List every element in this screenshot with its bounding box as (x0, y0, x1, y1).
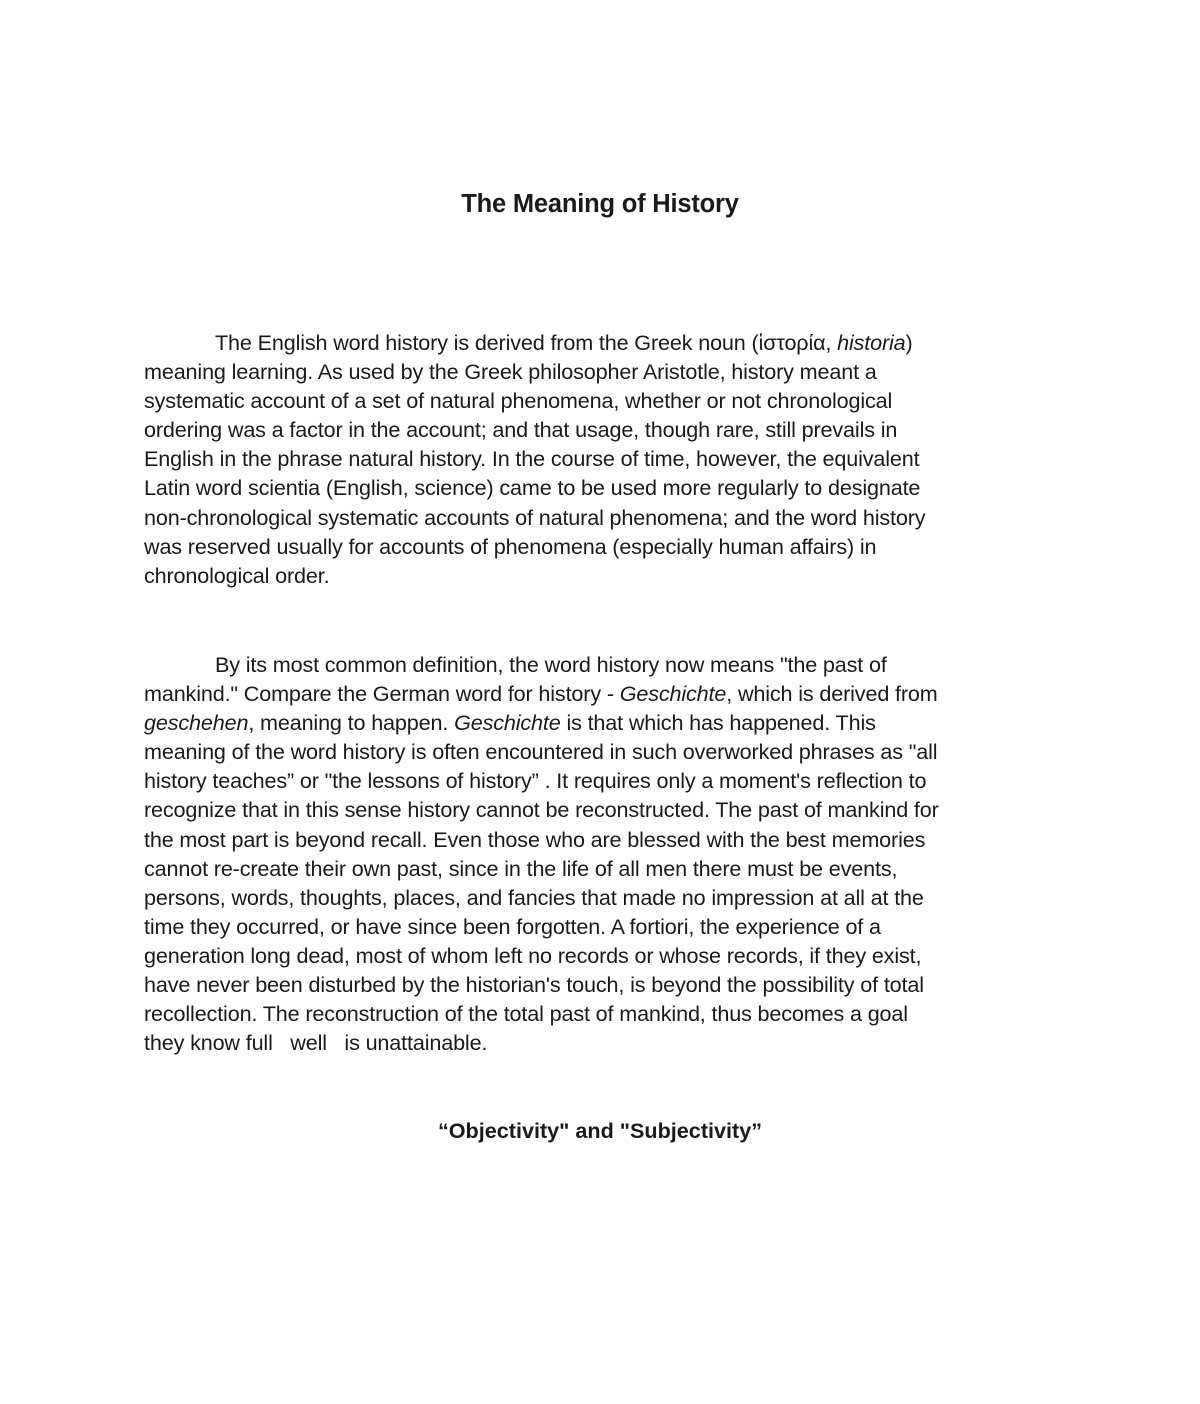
paragraph-line: was reserved usually for accounts of phenomena (especially human affairs) in (144, 533, 877, 559)
section-subheading: “Objectivity" and "Subjectivity” (437, 1118, 763, 1143)
paragraph-line: history teaches” or "the lessons of history” . It requires only a moment's reflection to (144, 768, 927, 794)
paragraph-line: By its most common definition, the word history now means "the past of (215, 652, 887, 677)
greek-word: ἱστορία (758, 330, 826, 355)
paragraph-line: ordering was a factor in the account; and that usage, though rare, still prevails in (144, 417, 898, 443)
paragraph-line: persons, words, thoughts, places, and fancies that made no impression at all at the (144, 884, 924, 910)
paragraph-line: systematic account of a set of natural phenomena, whether or not chronological (144, 388, 893, 414)
paragraph-line: meaning learning. As used by the Greek philosopher Aristotle, history meant a (144, 359, 877, 385)
paragraph-line: chronological order. (144, 562, 330, 588)
italic-term: Geschichte (619, 681, 727, 707)
paragraph-line: cannot re-create their own past, since in the life of all men there must be events, (144, 855, 898, 881)
paragraph-line: mankind." Compare the German word for history - Geschichte, which is derived from (144, 681, 938, 707)
italic-term: geschehen (144, 710, 249, 736)
paragraph-etymology (144, 328, 1064, 590)
paragraph-line: have never been disturbed by the historian's touch, is beyond the possibility of total (144, 972, 924, 998)
page-title: The Meaning of History (461, 190, 739, 218)
paragraph-line: generation long dead, most of whom left no records or whose records, if they exist, (144, 942, 922, 968)
paragraph-line: recognize that in this sense history cannot be reconstructed. The past of mankind for (144, 797, 939, 823)
paragraph-line: they know full well is unattainable. (144, 1030, 488, 1056)
italic-term: historia (837, 330, 906, 355)
paragraph-line: geschehen, meaning to happen. Geschichte is that which has happened. This (144, 710, 876, 736)
paragraph-definition (144, 650, 1064, 1057)
paragraph-line: English in the phrase natural history. In the course of time, however, the equivalent (144, 446, 920, 472)
paragraph-line: meaning of the word history is often encountered in such overworked phrases as "all (144, 739, 938, 765)
paragraph-line: The English word history is derived from the Greek noun (ἱστορία, historia) (215, 330, 913, 355)
paragraph-line: the most part is beyond recall. Even those who are blessed with the best memories (144, 826, 926, 852)
paragraph-line: Latin word scientia (English, science) came to be used more regularly to designate (144, 475, 921, 501)
paragraph-line: time they occurred, or have since been forgotten. A fortiori, the experience of a (144, 913, 881, 939)
paragraph-line: non-chronological systematic accounts of natural phenomena; and the word history (144, 504, 926, 530)
italic-term: Geschichte (454, 710, 561, 736)
paragraph-line: recollection. The reconstruction of the total past of mankind, thus becomes a goal (144, 1001, 908, 1027)
